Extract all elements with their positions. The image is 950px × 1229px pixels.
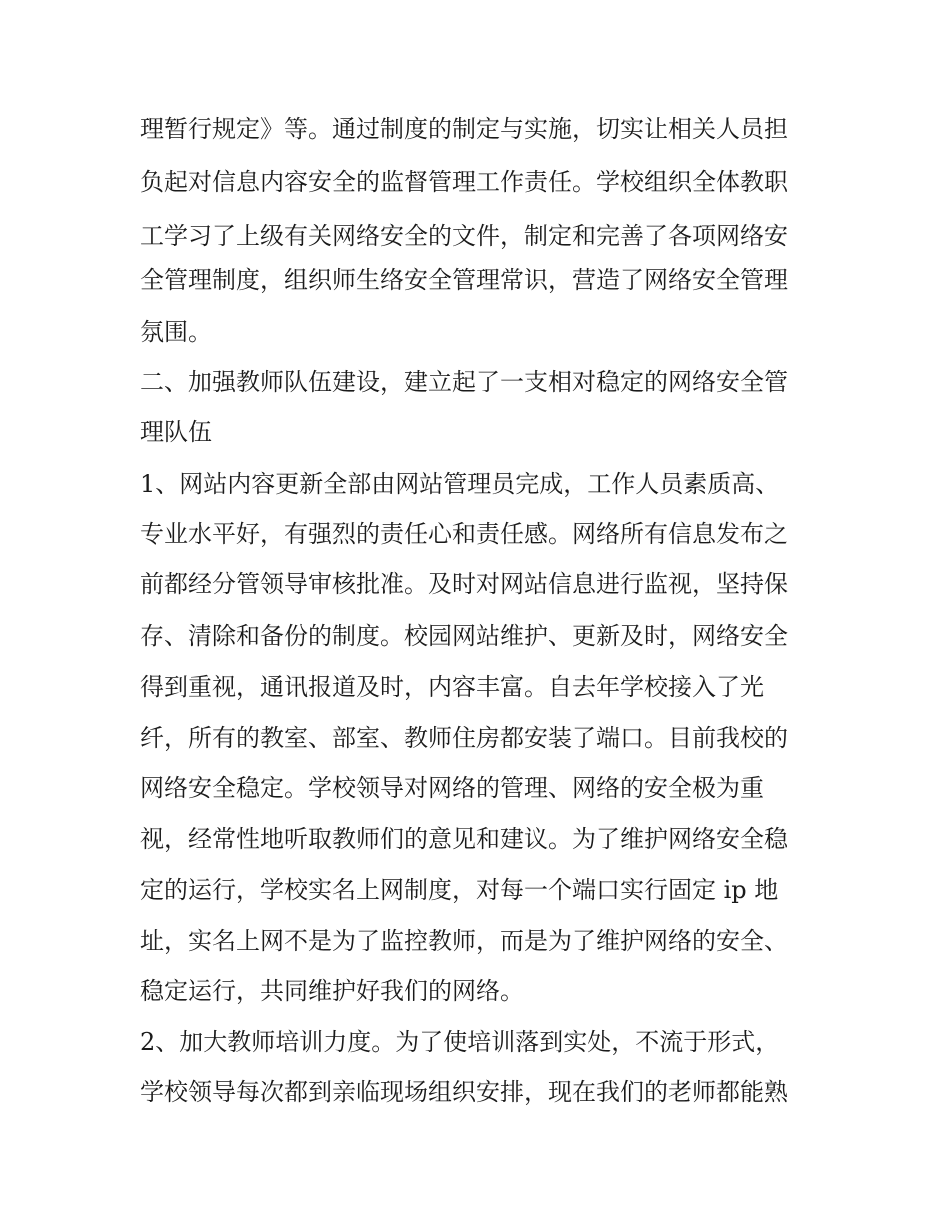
- text-line: 全管理制度，组织师生络安全管理常识，营造了网络安全管理: [140, 266, 788, 294]
- text-line: 址，实名上网不是为了监控教师，而是为了维护网络的安全、: [140, 927, 788, 955]
- text-line: 稳定运行，共同维护好我们的网络。: [140, 977, 524, 1005]
- text-line: 专业水平好，有强烈的责任心和责任感。网络所有信息发布之: [140, 520, 788, 548]
- text-line: 2、加大教师培训力度。为了使培训落到实处，不流于形式，: [140, 1028, 780, 1056]
- text-line: 视，经常性地听取教师们的意见和建议。为了维护网络安全稳: [140, 825, 788, 853]
- text-line: 工学习了上级有关网络安全的文件，制定和完善了各项网络安: [140, 222, 788, 250]
- text-line: 纤，所有的教室、部室、教师住房都安装了端口。目前我校的: [140, 724, 788, 752]
- section-heading: 理队伍: [140, 418, 212, 446]
- text-line: 定的运行，学校实名上网制度，对每一个端口实行固定 ip 地: [140, 876, 779, 904]
- text-line: 得到重视，通讯报道及时，内容丰富。自去年学校接入了光: [140, 673, 764, 701]
- text-line: 学校领导每次都到亲临现场组织安排，现在我们的老师都能熟: [140, 1078, 788, 1106]
- text-line: 氛围。: [140, 318, 212, 346]
- text-line: 理暂行规定》等。通过制度的制定与实施，切实让相关人员担: [140, 115, 788, 143]
- section-heading: 二、加强教师队伍建设，建立起了一支相对稳定的网络安全管: [140, 368, 788, 396]
- text-line: 网络安全稳定。学校领导对网络的管理、网络的安全极为重: [140, 774, 764, 802]
- text-line: 1、网站内容更新全部由网站管理员完成，工作人员素质高、: [140, 470, 780, 498]
- text-line: 存、清除和备份的制度。校园网站维护、更新及时，网络安全: [140, 622, 788, 650]
- text-line: 前都经分管领导审核批准。及时对网站信息进行监视，坚持保: [140, 570, 788, 598]
- text-line: 负起对信息内容安全的监督管理工作责任。学校组织全体教职: [140, 168, 788, 196]
